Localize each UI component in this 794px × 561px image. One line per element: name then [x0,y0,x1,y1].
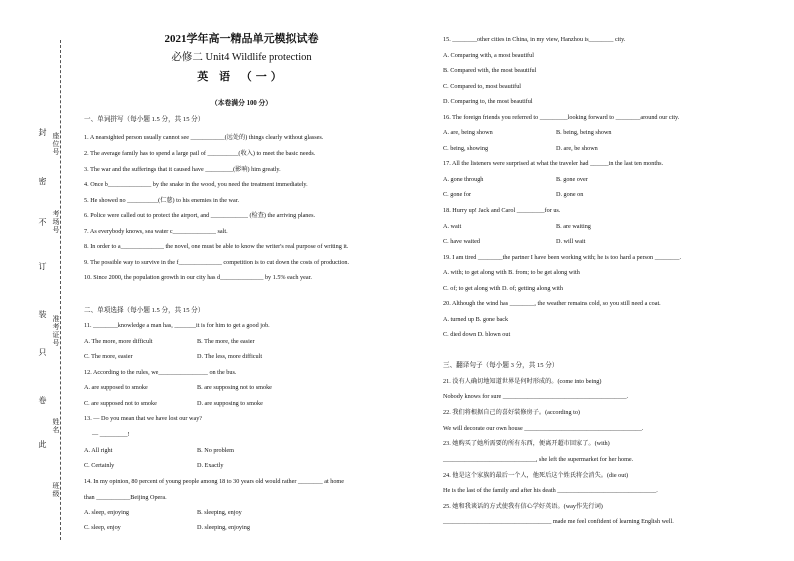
binding-char: 不 [38,218,47,227]
option-text: A. The more, more difficult [84,338,153,345]
option-text: D. will wait [556,238,586,245]
question-text: 21. 没有人确切地知道世界是何时形成的。(come into being) [443,378,602,385]
binding-char: 装 [38,310,47,319]
full-score: （本卷满分 100 分） [210,100,273,107]
option-text: A. wait [443,223,462,230]
binding-char: 卷 [38,396,47,405]
option-text: D. sleeping, enjoying [197,524,250,531]
cut-line [60,40,61,540]
exam-subtitle: 必修二 Unit4 Wildlife protection [171,52,312,63]
binding-char: 密 [38,177,47,186]
option-text: A. All right [84,447,113,454]
option-text: D. are, be shown [556,145,598,152]
option-text: C. sleep, enjoy [84,524,121,531]
answer-line: We will decorate our own house ______________________________________. [443,425,644,432]
question-stem: 15. ________other cities in China, in my view, Hanzhou is________ city. [443,36,626,43]
class-label: 班级 [52,482,60,498]
binding-char: 封 [38,128,47,137]
question-text: 2. The average family has to spend a large pail of __________(收入) to meet the basic needs. [84,150,316,157]
question-text: 6. Police were called out to protect the airport, and ____________ (检查) the arriving planes. [84,212,316,219]
question-text: 24. 他是这个家族的最后一个人，他死后这个姓氏将会消失。(die out) [443,472,629,479]
answer-line: Nobody knows for sure ________________________________________. [443,393,629,400]
question-stem: 16. The foreign friends you referred to _________looking forward to ________around our city. [443,114,680,121]
option-text: C. of; to get along with D. of; getting along with [443,285,563,292]
option-text: A. Comparing with, a most beautiful [443,52,534,59]
option-text: A. gone through [443,176,484,183]
answer-line: ______________________________, she left the supermarket for her home. [443,456,634,463]
question-text: 7. As everybody knows, sea water c______________ salt. [84,228,228,235]
question-stem: — _________! [92,431,130,438]
option-text: C. are supposed not to smoke [84,400,157,407]
question-stem: 13. — Do you mean that we have lost our way? [84,415,203,422]
question-stem: 12. According to the rules, we________________ on the bus. [84,369,237,376]
option-text: B. gone over [556,176,588,183]
question-text: 1. A nearsighted person usually cannot see ___________(远处的) things clearly without glasses. [84,134,324,141]
question-text: 23. 她购买了她所需要的所有东西，便离开超市回家了。(with) [443,440,610,447]
option-text: A. are supposed to smoke [84,384,148,391]
question-stem: 20. Although the wind has ________, the weather remains cold, so you still need a coat. [443,300,661,307]
option-text: C. have waited [443,238,480,245]
option-text: A. are, being shown [443,129,493,136]
question-text: 5. He showed no __________(仁慈) to his enemies in the war. [84,197,240,204]
option-text: A. sleep, enjoying [84,509,130,516]
question-text: 4. Once b______________ by the snake in the wood, you need the treatment immediately. [84,181,308,188]
question-text: 10. Since 2000, the population growth in our city has d______________ by 1.5% each year. [84,274,312,281]
seat-number-label: 座位号 [52,132,60,156]
binding-char: 订 [38,262,47,271]
question-stem: 19. I am tired ________the partner I have been working with; he is too hard a person ________. [443,254,681,261]
option-text: B. are waiting [556,223,591,230]
option-text: B. sleeping, enjoy [197,509,242,516]
question-text: 8. In order to a______________ the novel, one must be able to know the writer's real purpose of writing it. [84,243,349,250]
question-stem: 18. Hurry up! Jack and Carol _________for us. [443,207,561,214]
question-text: 25. 她和我谈话的方式使我有信心学好英语。(way作先行词) [443,503,603,510]
option-text: D. Exactly [197,462,224,469]
option-text: A. with; to get along with B. from; to be get along with [443,269,580,276]
option-text: B. being, being shown [556,129,612,136]
question-text: 9. The possible way to survive in the f______________ competition is to cut down the costs of production. [84,259,350,266]
option-text: C. gone for [443,191,472,198]
section3-heading: 三、翻译句子（每小题 3 分，共 15 分） [443,362,559,369]
exam-room-label: 考场号 [52,210,60,234]
question-stem: than ___________Beijing Opera. [84,494,167,501]
option-text: B. No problem [197,447,234,454]
admission-number-label: 准考证号 [52,315,60,347]
option-text: B. Compared with, the most beautiful [443,67,537,74]
question-stem: 17. All the listeners were surprised at what the traveler had ______in the last ten months. [443,160,664,167]
option-text: C. The more, easier [84,353,133,360]
option-text: A. turned up B. gone back [443,316,509,323]
option-text: C. being, showing [443,145,489,152]
option-text: C. Certainly [84,462,115,469]
binding-char: 此 [38,440,47,449]
question-stem: 14. In my opinion, 80 percent of young people among 18 to 30 years old would rather ________ at home [84,478,344,485]
option-text: C. Compared to, most beautiful [443,83,522,90]
answer-line: He is the last of the family and after his death ________________________________. [443,487,658,494]
option-text: D. are supposing to smoke [197,400,263,407]
section1-heading: 一、单词拼写（每小题 1.5 分，共 15 分） [84,116,205,123]
answer-line: ___________________________________ made me feel confident of learning English well. [443,518,674,525]
exam-title: 2021学年高一精品单元模拟试卷 [164,33,319,45]
subject-title: 英 语 （一） [197,71,286,83]
question-stem: 11. ________knowledge a man has, _______it is for him to get a good job. [84,322,270,329]
name-label: 姓名 [52,418,60,434]
option-text: D. gone on [556,191,584,198]
option-text: B. are supposing not to smoke [197,384,272,391]
option-text: B. The more, the easier [197,338,255,345]
binding-strip [0,0,70,561]
option-text: D. The less, more difficult [197,353,263,360]
option-text: C. died down D. blown out [443,331,511,338]
binding-char: 只 [38,348,47,357]
question-text: 22. 我们将根据自己的喜好装修房子。(according to) [443,409,580,416]
question-text: 3. The war and the sufferings that it caused have _________(影响) him greatly. [84,166,281,173]
option-text: D. Comparing to, the most beautiful [443,98,533,105]
section2-heading: 二、单项选择（每小题 1.5 分，共 15 分） [84,307,205,314]
